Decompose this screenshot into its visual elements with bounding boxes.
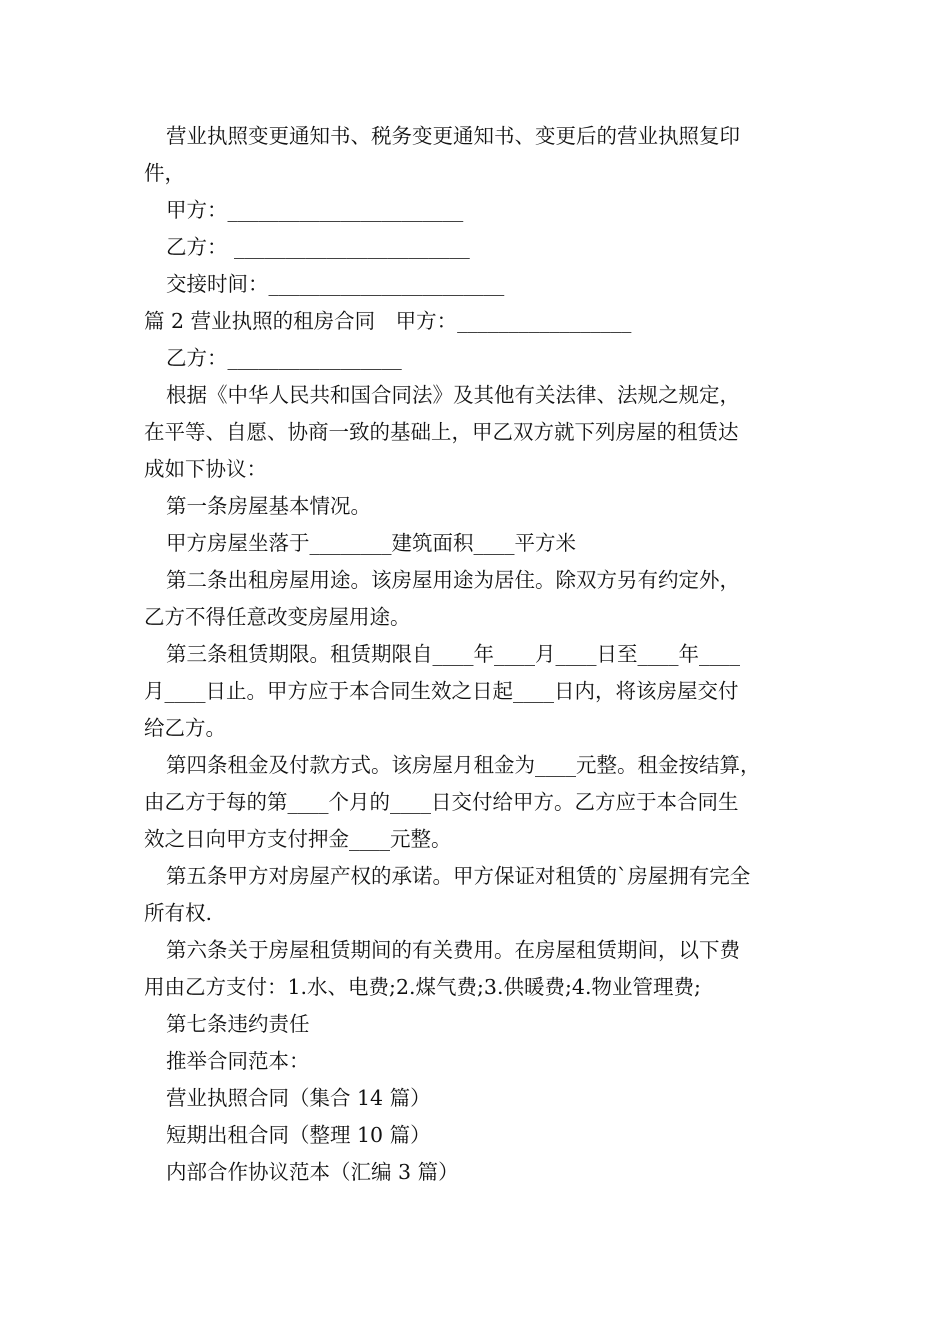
text-line: 乙方不得任意改变房屋用途。 — [144, 605, 411, 629]
text-line: 营业执照变更通知书、税务变更通知书、变更后的营业执照复印 — [166, 124, 740, 148]
text-line: 给乙方。 — [144, 716, 226, 740]
document-body — [144, 118, 820, 1191]
clause-7: 第七条违约责任 — [166, 1012, 310, 1036]
handover-time-line: 交接时间：_______________________ — [166, 272, 505, 296]
text-line: 所有权. — [144, 901, 213, 925]
section-heading: 篇 2 营业执照的租房合同 甲方：_________________ — [144, 309, 632, 333]
text-line: 在平等、自愿、协商一致的基础上，甲乙双方就下列房屋的租赁达 — [144, 420, 739, 444]
clause-3: 第三条租赁期限。租赁期限自____年____月____日至____年____ — [166, 642, 740, 666]
recommended-template-item: 营业执照合同（集合 14 篇） — [166, 1086, 431, 1110]
text-line: 甲方房屋坐落于________建筑面积____平方米 — [166, 531, 576, 555]
clause-1: 第一条房屋基本情况。 — [166, 494, 371, 518]
text-line: 用由乙方支付：1.水、电费;2.煤气费;3.供暖费;4.物业管理费; — [144, 975, 701, 999]
party-b-signature-line: 乙方： _______________________ — [166, 235, 470, 259]
clause-4: 第四条租金及付款方式。该房屋月租金为____元整。租金按结算， — [166, 753, 761, 777]
party-a-signature-line: 甲方：_______________________ — [166, 198, 464, 222]
text-line: 效之日向甲方支付押金____元整。 — [144, 827, 452, 851]
clause-6: 第六条关于房屋租赁期间的有关费用。在房屋租赁期间，以下费 — [166, 938, 740, 962]
text-line: 由乙方于每的第____个月的____日交付给甲方。乙方应于本合同生 — [144, 790, 739, 814]
recommended-template-item: 短期出租合同（整理 10 篇） — [166, 1123, 431, 1147]
recommended-template-item: 内部合作协议范本（汇编 3 篇） — [166, 1160, 459, 1184]
recommended-templates-heading: 推举合同范本： — [166, 1049, 310, 1073]
text-line: 月____日止。甲方应于本合同生效之日起____日内，将该房屋交付 — [144, 679, 739, 703]
text-line: 根据《中华人民共和国合同法》及其他有关法律、法规之规定， — [166, 383, 740, 407]
text-line: 成如下协议： — [144, 457, 267, 481]
party-b-line: 乙方：_________________ — [166, 346, 402, 370]
clause-5: 第五条甲方对房屋产权的承诺。甲方保证对租赁的`房屋拥有完全 — [166, 864, 751, 888]
clause-2: 第二条出租房屋用途。该房屋用途为居住。除双方另有约定外， — [166, 568, 740, 592]
text-line: 件， — [144, 161, 185, 185]
